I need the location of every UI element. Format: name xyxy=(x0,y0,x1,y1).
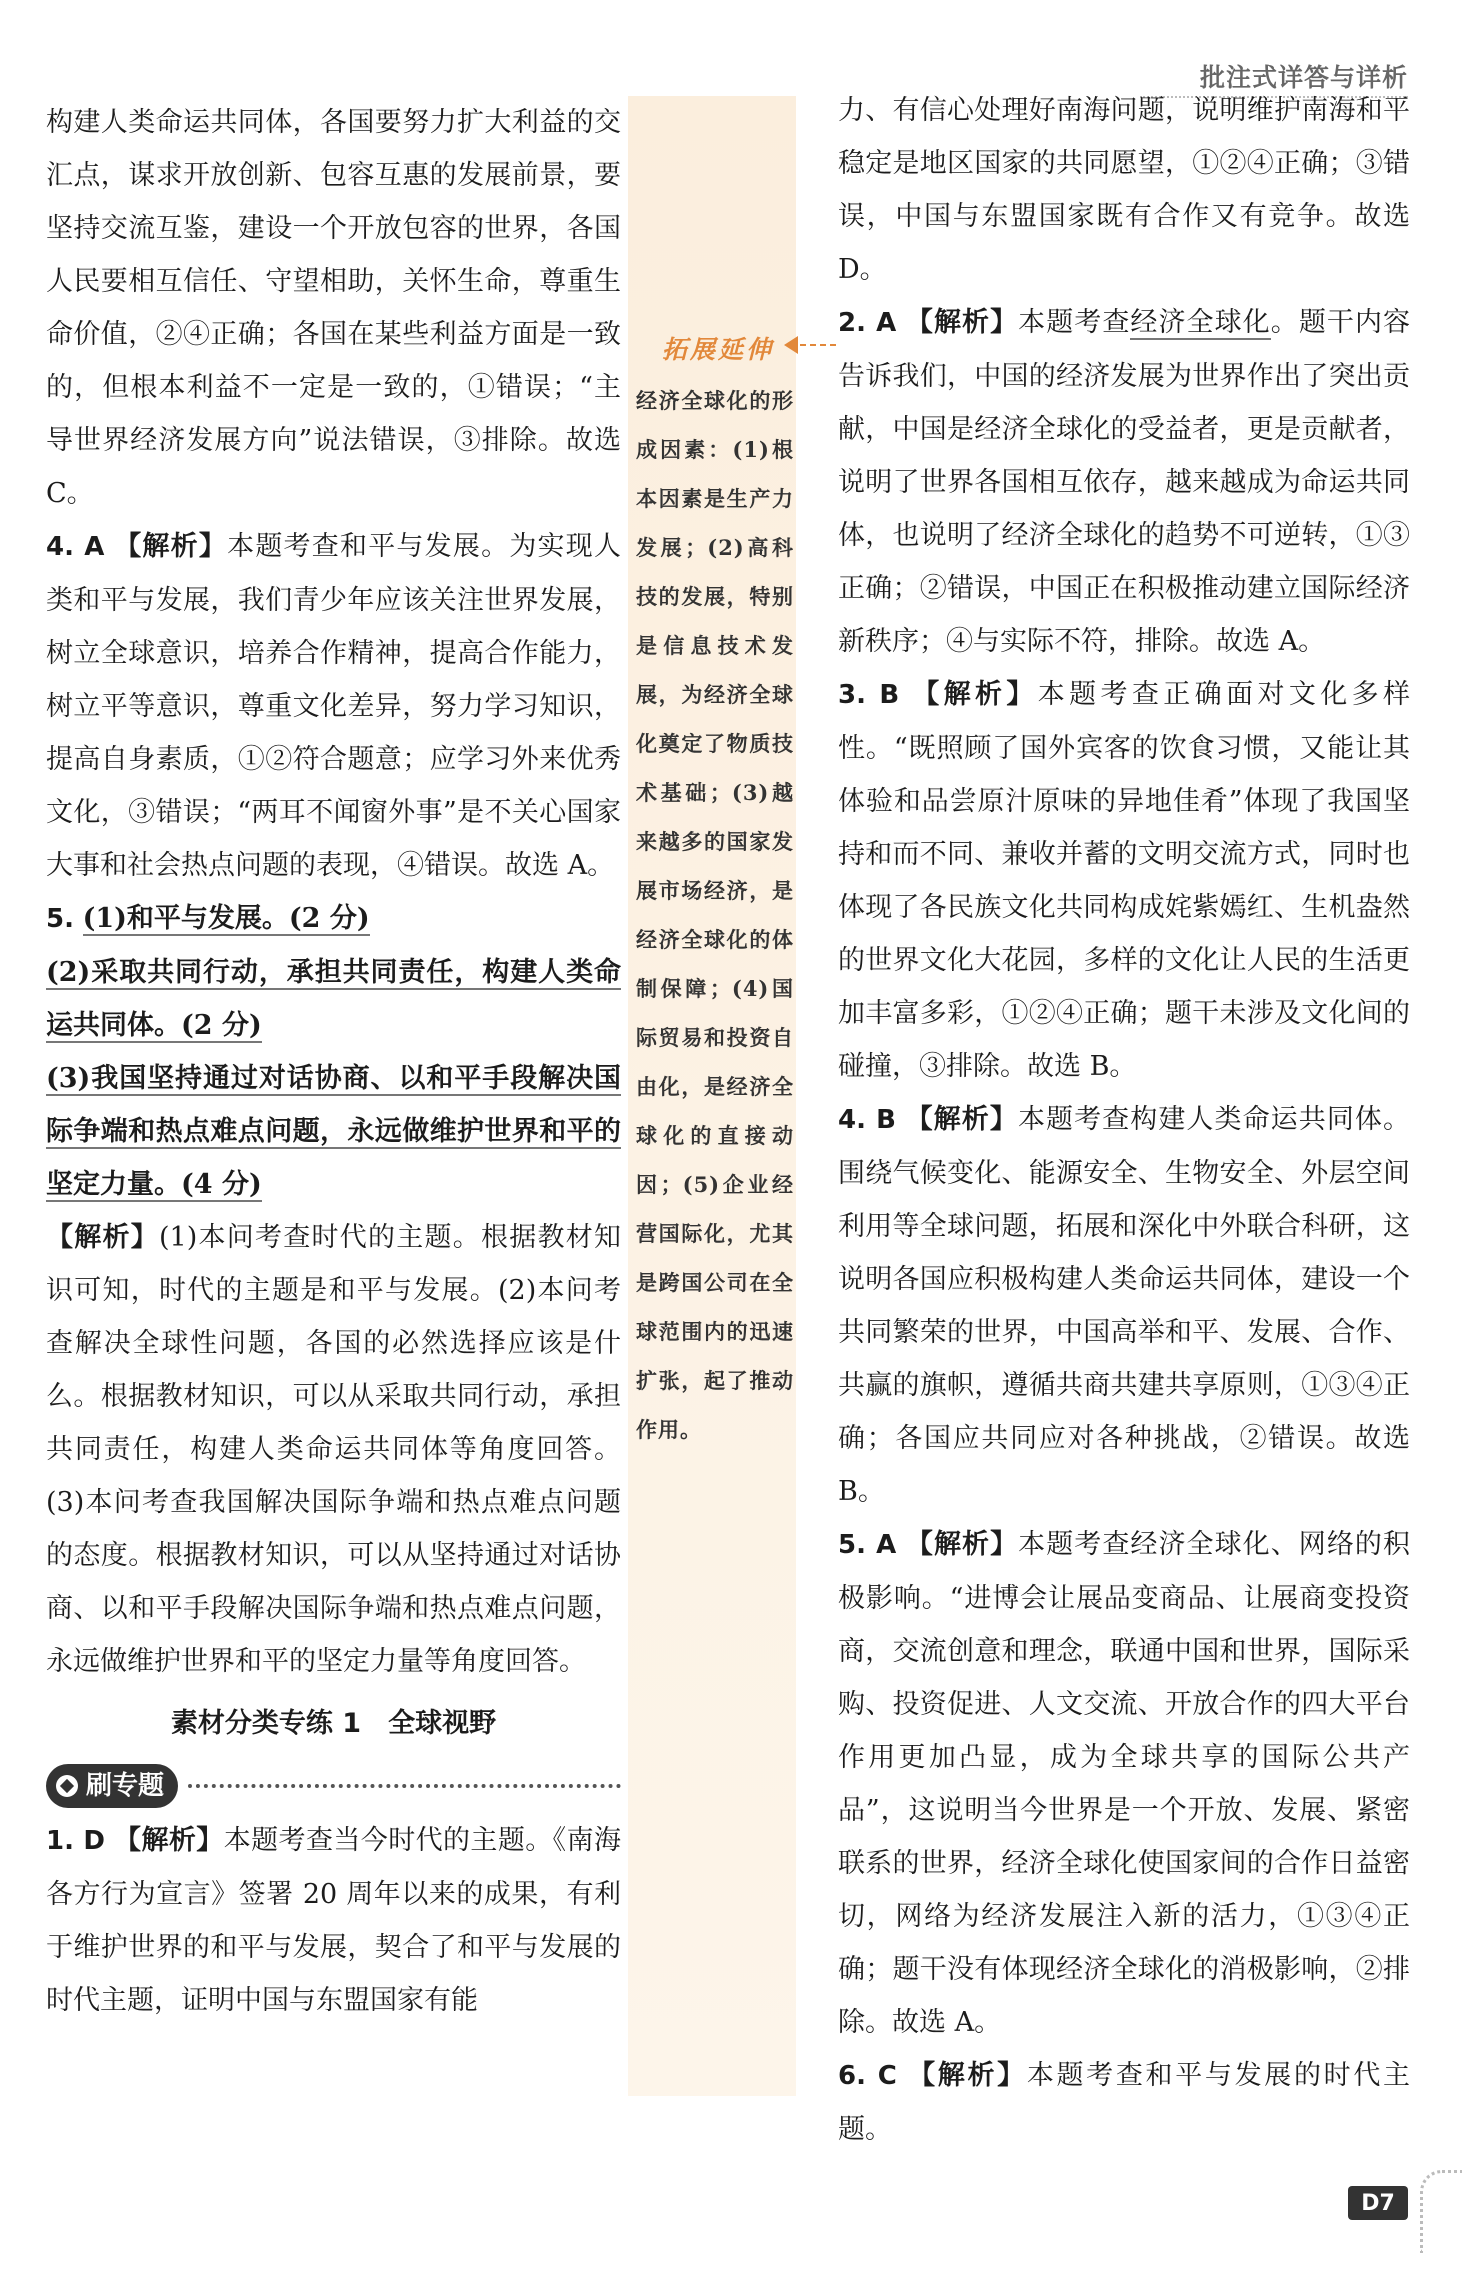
q5-tag: 【解析】 xyxy=(46,1222,159,1253)
right-q6 xyxy=(838,2049,1410,2156)
q2-keyword: 经济全球化 xyxy=(1130,307,1271,338)
corner-decoration xyxy=(1420,2170,1462,2253)
q4-text: 本题考查和平与发展。为实现人类和平与发展，我们青少年应该关注世界发展，树立全球意识，培养合作精神，提高合作能力，树立平等意识，尊重文化差异，努力学习知识，提高自身素质，①②符合题意；应学习外来优秀文化，③错误；“两耳不闻窗外事”是不关心国家大事和社会热点问题的表现，④错误。故选 A。 xyxy=(46,531,622,881)
topic-badge xyxy=(46,1764,178,1808)
q6-number: 6. C xyxy=(838,2061,897,2091)
q5-answer-1: (1)和平与发展。(2 分) xyxy=(82,903,370,934)
q6-tag: 【解析】 xyxy=(908,2060,1027,2091)
q5-answer-3-wrap xyxy=(46,1052,621,1211)
right-column xyxy=(838,84,1410,2156)
badge-dotted-line xyxy=(188,1784,621,1788)
q5-number: 5. xyxy=(46,904,74,934)
q5-answer-3: (3)我国坚持通过对话协商、以和平手段解决国际争端和热点难点问题，永远做维护世界和平的坚定力量。(4 分) xyxy=(46,1063,621,1200)
q3-continuation: 构建人类命运共同体，各国要努力扩大利益的交汇点，谋求开放创新、包容互惠的发展前景，要坚持交流互鉴，建设一个开放包容的世界，各国人民要相互信任、守望相助，关怀生命，尊重生命价值，②④正确；各国在某些利益方面是一致的，但根本利益不一定是一致的，①错误；“主导世界经济发展方向”说法错误，③排除。故选 C。 xyxy=(46,107,621,509)
q2-tag: 【解析】 xyxy=(905,307,1019,338)
q2-number: 2. A xyxy=(838,308,897,338)
sidebar-connector xyxy=(800,344,836,346)
q1-tag: 【解析】 xyxy=(114,1825,224,1856)
rq4-text: 本题考查构建人类命运共同体。围绕气候变化、能源安全、生物安全、外层空间利用等全球问题，拓展和深化中外联合科研，这说明各国应积极构建人类命运共同体，建设一个共同繁荣的世界，中国高举和平、发展、合作、共赢的旗帜，遵循共商共建共享原则，①③④正确；各国应共同应对各种挑战，②错误。故选 B。 xyxy=(838,1104,1411,1507)
rq5-tag: 【解析】 xyxy=(905,1529,1019,1560)
rq4-tag: 【解析】 xyxy=(905,1104,1018,1135)
q5-analysis xyxy=(46,1211,621,1688)
q1-continuation: 力、有信心处理好南海问题，说明维护南海和平稳定是地区国家的共同愿望，①②④正确；③错误，中国与东盟国家既有合作又有竞争。故选 D。 xyxy=(838,95,1410,285)
topic-badge-label: 刷专题 xyxy=(86,1770,165,1801)
left-q4 xyxy=(46,520,621,892)
page-number: D7 xyxy=(1348,2186,1408,2220)
topic-badge-row xyxy=(46,1758,621,1814)
q4-tag: 【解析】 xyxy=(114,531,228,562)
left-q5 xyxy=(46,892,621,946)
sidebar-text: 经济全球化的形成因素：(1)根本因素是生产力发展；(2)高科技的发展，特别是信息技术发展，为经济全球化奠定了物质技术基础；(3)越来越多的国家发展市场经济，是经济全球化的体制保障；(4)国际贸易和投资自由化，是经济全球化的直接动因；(5)企业经营国际化，尤其是跨国公司在全球范围内的迅速扩张，起了推动作用。 xyxy=(636,388,794,1442)
q6-text: 本题考查和平与发展的时代主题。 xyxy=(838,2060,1411,2145)
q1-number: 1. D xyxy=(46,1826,106,1856)
rq5-number: 5. A xyxy=(838,1530,897,1560)
left-column xyxy=(46,96,621,2027)
q5-answer-2: (2)采取共同行动，承担共同责任，构建人类命运共同体。(2 分) xyxy=(46,957,621,1041)
q2-text: 。题干内容告诉我们，中国的经济发展为世界作出了突出贡献，中国是经济全球化的受益者，更是贡献者，说明了世界各国相互依存，越来越成为命运共同体，也说明了经济全球化的趋势不可逆转，①③正确；②错误，中国正在积极推动建立国际经济新秩序；④与实际不符，排除。故选 A。 xyxy=(838,307,1411,657)
brush-icon xyxy=(56,1775,78,1797)
right-q3 xyxy=(838,668,1410,1093)
q5-text: (1)本问考查时代的主题。根据教材知识可知，时代的主题是和平与发展。(2)本问考查解决全球性问题，各国的必然选择应该是什么。根据教材知识，可以从采取共同行动，承担共同责任，构建人类命运共同体等角度回答。(3)本问考查我国解决国际争端和热点难点问题的态度。根据教材知识，可以从坚持通过对话协商、以和平手段解决国际争端和热点难点问题，永远做维护世界和平的坚定力量等角度回答。 xyxy=(46,1222,621,1677)
q3-tag: 【解析】 xyxy=(912,679,1038,710)
right-q5 xyxy=(838,1518,1410,2049)
page-header-title: 批注式详答与详析 xyxy=(1199,63,1408,92)
rq5-text: 本题考查经济全球化、网络的积极影响。“进博会让展品变商品、让展商变投资商，交流创意和理念，联通中国和世界，国际采购、投资促进、人文交流、开放合作的四大平台作用更加凸显，成为全球共享的国际公共产品”，这说明当今世界是一个开放、发展、紧密联系的世界，经济全球化使国家间的合作日益密切，网络为经济发展注入新的活力，①③④正确；题干没有体现经济全球化的消极影响，②排除。故选 A。 xyxy=(838,1529,1410,2038)
q4-number: 4. A xyxy=(46,532,105,562)
q3-text: 本题考查正确面对文化多样性。“既照顾了国外宾客的饮食习惯，又能让其体验和品尝原汁原味的异地佳肴”体现了我国坚持和而不同、兼收并蓄的文明交流方式，同时也体现了各民族文化共同构成姹紫嫣红、生机盎然的世界文化大花园，多样的文化让人民的生活更加丰富多彩，①②④正确；题干未涉及文化间的碰撞，③排除。故选 B。 xyxy=(838,679,1410,1082)
right-q4 xyxy=(838,1093,1410,1518)
q1-text: 本题考查当今时代的主题。《南海各方行为宣言》签署 20 周年以来的成果，有利于维护世界的和平与发展，契合了和平与发展的时代主题，证明中国与东盟国家有能 xyxy=(46,1825,622,2016)
left-q1 xyxy=(46,1814,621,2027)
q5-answer-2-wrap xyxy=(46,946,621,1052)
section-title: 素材分类专练 1 全球视野 xyxy=(170,1708,497,1739)
sidebar-title: 拓展延伸 xyxy=(662,335,775,364)
q3-number: 3. B xyxy=(838,680,900,710)
rq4-number: 4. B xyxy=(838,1105,896,1135)
q2-pre: 本题考查 xyxy=(1018,307,1131,338)
right-q2 xyxy=(838,296,1410,668)
sidebar-arrow-icon xyxy=(784,336,798,354)
